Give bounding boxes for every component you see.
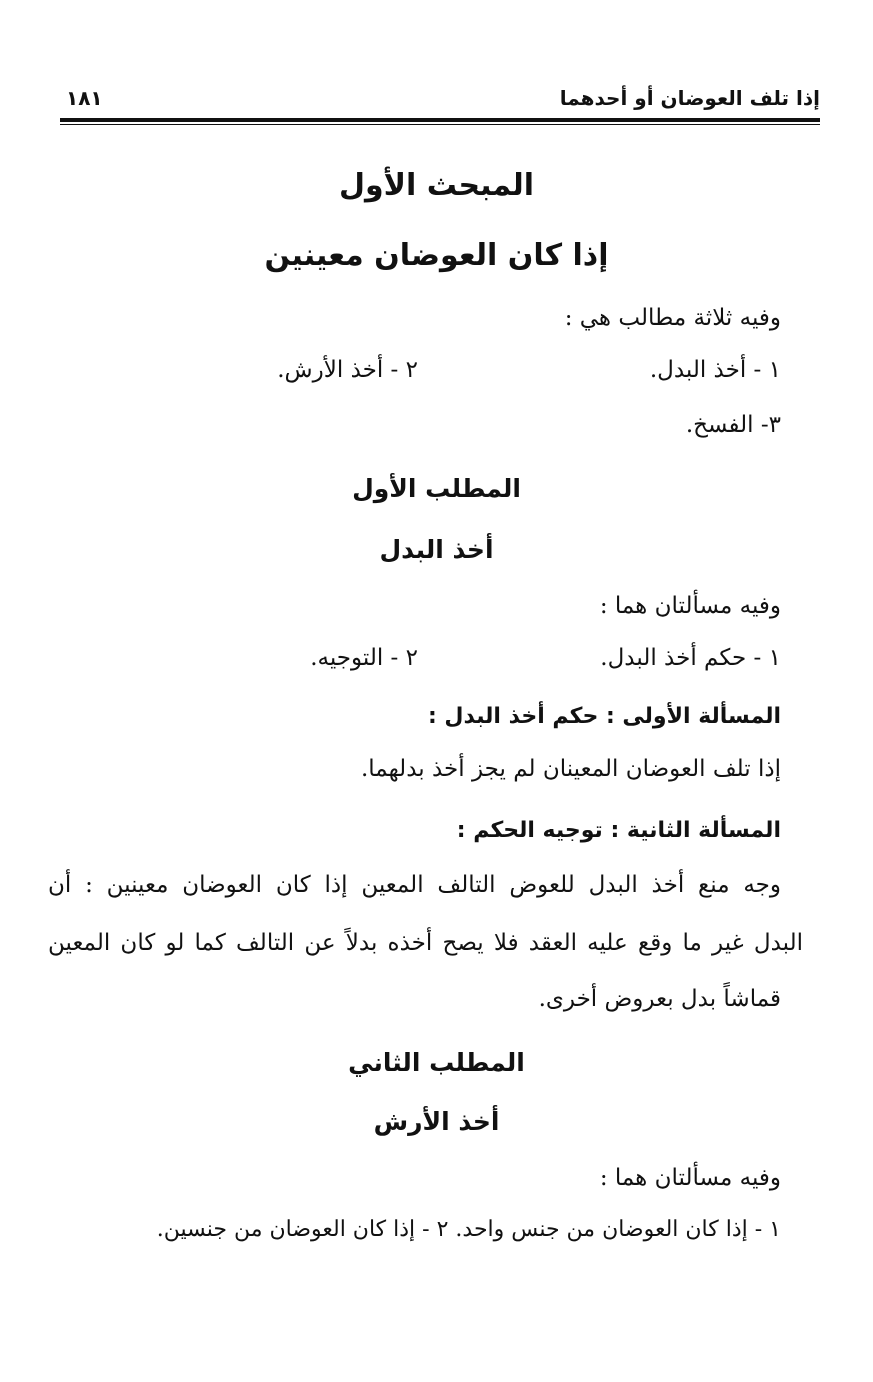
section-intro: وفيه ثلاثة مطالب هي : (564, 305, 781, 331)
page-number: ١٨١ (66, 86, 103, 110)
header-rule-thin (60, 124, 820, 125)
masala1-text: إذا تلف العوضان المعينان لم يجز أخذ بدلهما. (360, 756, 781, 782)
section-item-3: ٣- الفسخ. (685, 412, 781, 438)
matlab1-item-1: ١ - حكم أخذ البدل. (600, 645, 781, 671)
header-rule (60, 118, 820, 122)
matlab1-intro: وفيه مسألتان هما : (599, 593, 781, 619)
section-heading: المبحث الأول (338, 168, 535, 203)
matlab1-item-2: ٢ - التوجيه. (310, 645, 418, 671)
matlab1-subheading: أخذ البدل (379, 535, 494, 564)
matlab2-intro: وفيه مسألتان هما : (599, 1165, 781, 1191)
running-header (60, 86, 820, 116)
matlab2-heading: المطلب الثاني (348, 1048, 525, 1077)
matlab2-items: ١ - إذا كان العوضان من جنس واحد. ٢ - إذا كان العوضان من جنسين. (156, 1217, 781, 1242)
section-item-1: ١ - أخذ البدل. (649, 357, 781, 383)
running-title: إذا تلف العوضان أو أحدهما (559, 86, 820, 110)
matlab1-heading: المطلب الأول (352, 474, 521, 503)
section-item-2: ٢ - أخذ الأرش. (277, 357, 418, 383)
section-subheading: إذا كان العوضان معينين (264, 238, 609, 273)
matlab2-subheading: أخذ الأرش (373, 1107, 500, 1136)
masala2-line-3: قماشاً بدل بعروض أخرى. (538, 986, 781, 1012)
masala1-title: المسألة الأولى : حكم أخذ البدل : (427, 704, 781, 729)
masala2-line-1: وجه منع أخذ البدل للعوض التالف المعين إذا كان العوضان معينين : أن (48, 872, 781, 898)
masala2-line-2: البدل غير ما وقع عليه العقد فلا يصح أخذه بدلاً عن التالف كما لو كان المعين (48, 930, 803, 956)
masala2-title: المسألة الثانية : توجيه الحكم : (456, 818, 781, 843)
